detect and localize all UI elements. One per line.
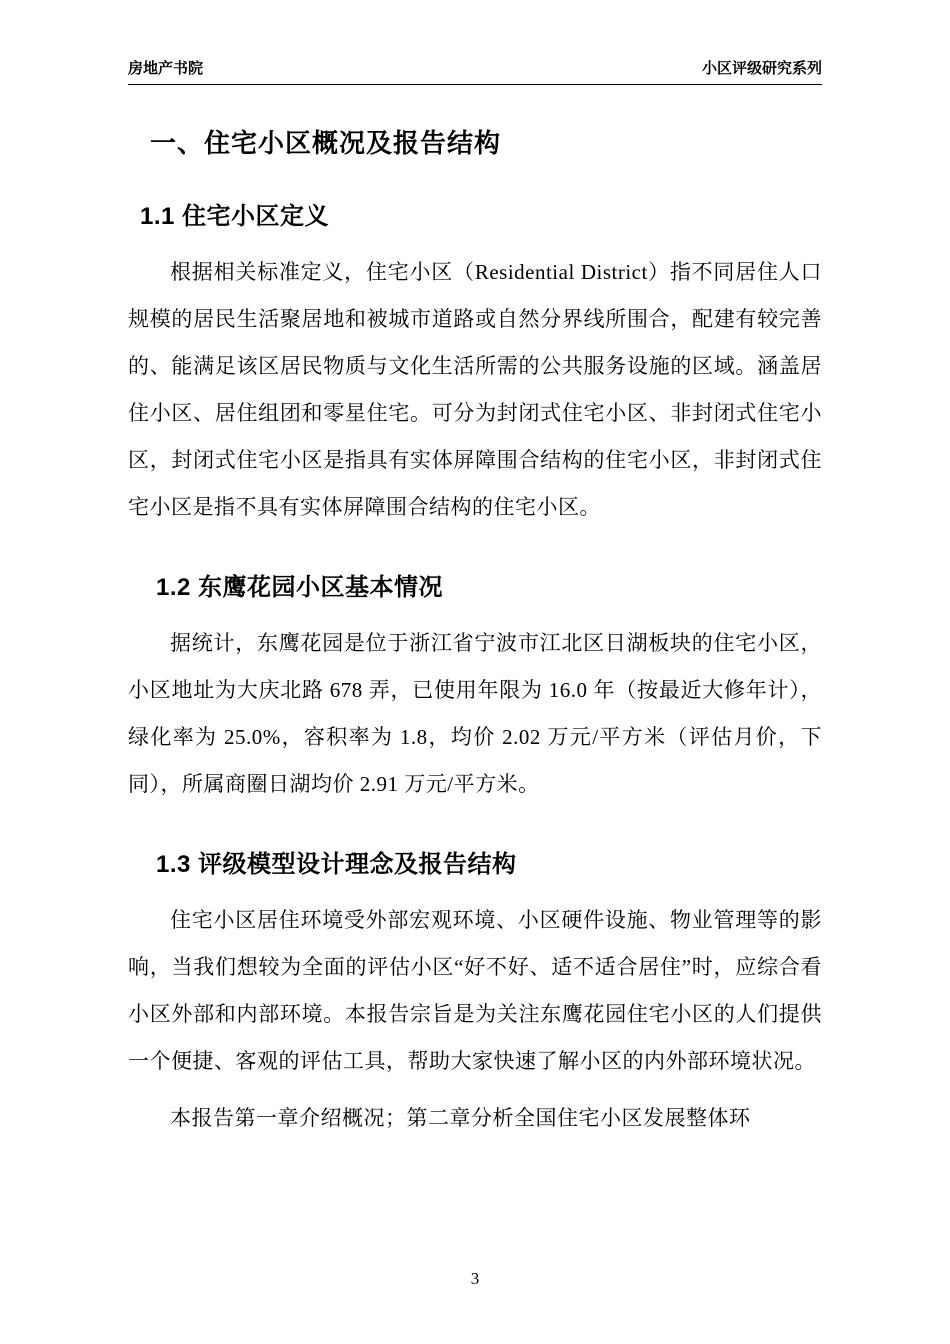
paragraph-1-1: 根据相关标准定义，住宅小区（Residential District）指不同居住人口规模的居民生活聚居地和被城市道路或自然分界线所围合，配建有较完善的、能满足该区居民物质与文化生活所需的公共服务设施的区域。涵盖居住小区、居住组团和零星住宅。可分为封闭式住宅小区、非封闭式住宅小区，封闭式住宅小区是指具有实体屏障围合结构的住宅小区，非封闭式住宅小区是指不具有实体屏障围合结构的住宅小区。	[128, 260, 822, 519]
header-left-text: 房地产书院	[128, 60, 204, 77]
paragraph-1-3-a: 住宅小区居住环境受外部宏观环境、小区硬件设施、物业管理等的影响，当我们想较为全面的评估小区“好不好、适不适合居住”时，应综合看小区外部和内部环境。本报告宗旨是为关注东鹰花园住宅小区的人们提供一个便捷、客观的评估工具，帮助大家快速了解小区的内外部环境状况。	[128, 908, 822, 1073]
section-title: 一、住宅小区概况及报告结构	[150, 128, 502, 158]
subsection-title-3: 1.3 评级模型设计理念及报告结构	[156, 851, 517, 878]
page-content	[128, 60, 822, 1142]
subsection-title-1: 1.1 住宅小区定义	[140, 203, 330, 230]
paragraph-1-3-b: 本报告第一章介绍概况；第二章分析全国住宅小区发展整体环	[170, 1106, 751, 1130]
header-right-text: 小区评级研究系列	[701, 60, 822, 77]
page-header	[128, 60, 822, 85]
page-number: 3	[470, 1269, 480, 1288]
paragraph-1-2: 据统计，东鹰花园是位于浙江省宁波市江北区日湖板块的住宅小区，小区地址为大庆北路 678 弄，已使用年限为 16.0 年（按最近大修年计），绿化率为 25.0%，容积率为 1.8，均价 2.02 万元/平方米（评估月价，下同），所属商圈日湖均价 2.91 万元/平方米。	[128, 631, 822, 796]
subsection-title-2: 1.2 东鹰花园小区基本情况	[156, 574, 444, 601]
